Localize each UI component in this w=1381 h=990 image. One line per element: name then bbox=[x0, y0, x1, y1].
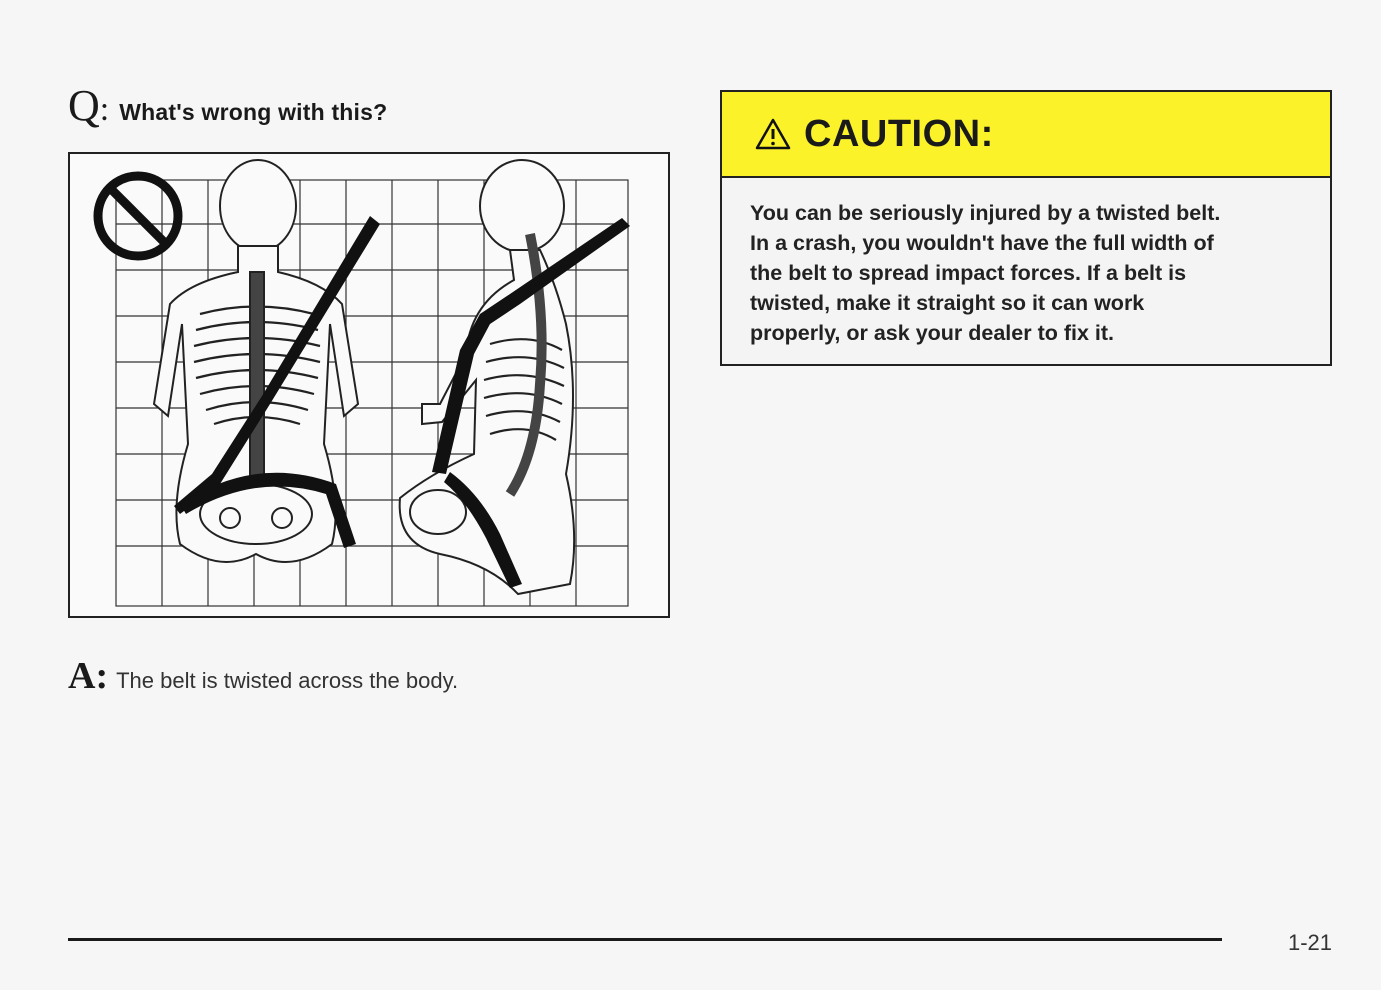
question bbox=[68, 81, 388, 130]
caution-title: CAUTION: bbox=[804, 112, 994, 155]
footer-rule bbox=[68, 938, 1222, 941]
caution-line: You can be seriously injured by a twisted belt. bbox=[750, 201, 1221, 225]
caution-box bbox=[720, 90, 1332, 366]
seatbelt-illustration bbox=[68, 152, 670, 618]
warning-triangle-icon bbox=[754, 117, 792, 151]
illustration-svg bbox=[70, 154, 668, 616]
caution-line: twisted, make it straight so it can work bbox=[750, 291, 1145, 315]
question-letter: Q bbox=[68, 81, 100, 130]
answer-text: The belt is twisted across the body. bbox=[116, 668, 459, 693]
caution-line: properly, or ask your dealer to fix it. bbox=[750, 321, 1115, 345]
no-symbol-icon bbox=[98, 176, 178, 256]
question-text: What's wrong with this? bbox=[119, 99, 388, 125]
answer-letter: A: bbox=[68, 655, 109, 697]
question-colon: : bbox=[99, 91, 110, 128]
caution-line: In a crash, you wouldn't have the full width of bbox=[750, 231, 1214, 255]
caution-header bbox=[722, 92, 1330, 178]
caution-body bbox=[722, 178, 1330, 348]
page-number: 1-21 bbox=[1288, 930, 1333, 955]
caution-line: the belt to spread impact forces. If a belt is bbox=[750, 261, 1187, 285]
answer bbox=[68, 654, 458, 698]
